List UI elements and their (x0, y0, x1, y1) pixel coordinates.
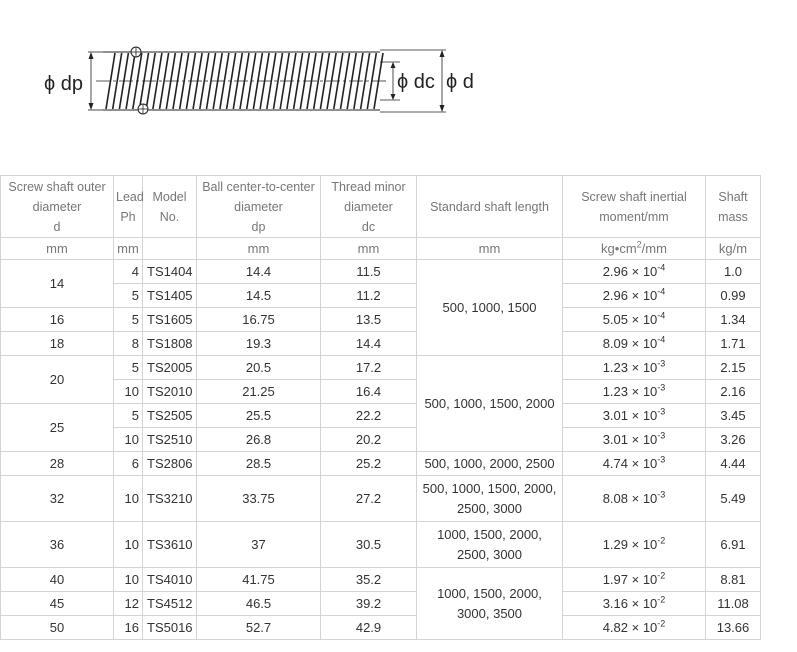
dc-arrow-top (391, 62, 396, 68)
cell-thread-minor-diameter: 25.2 (321, 452, 417, 476)
inertia-times-ten: × 10 (631, 455, 658, 471)
table-row (1, 616, 761, 640)
cell-thread-minor-diameter: 27.2 (321, 476, 417, 522)
shaft-length-line: 500, 1000, 1500, 2000 (424, 395, 555, 411)
unit-inertial-moment: $kg•cm^2/mm$ (563, 238, 706, 260)
inertia-times-ten: × 10 (631, 571, 658, 587)
cell-lead: 10 (114, 522, 143, 568)
inertia-mantissa: 8.09 (602, 335, 632, 351)
inertia-mantissa: 1.23 (602, 383, 632, 399)
table-row (1, 356, 761, 380)
cell-thread-minor-diameter: 16.4 (321, 380, 417, 404)
inertia-times-ten: × 10 (631, 311, 658, 327)
cell-ball-center-diameter: 26.8 (197, 428, 321, 452)
cell-thread-minor-diameter: 13.5 (321, 308, 417, 332)
cell-shaft-length (417, 522, 563, 568)
cell-lead: 8 (114, 332, 143, 356)
ball-marker-bottom (138, 104, 148, 114)
cell-ball-center-diameter: 19.3 (197, 332, 321, 356)
cell-ball-center-diameter: 37 (197, 522, 321, 568)
ball-screw-spec-table (0, 175, 761, 640)
cell-lead: 10 (114, 380, 143, 404)
inertia-mantissa: 2.96 (602, 263, 632, 279)
cell-outer-diameter: 20 (1, 356, 114, 404)
cell-inertial-moment (563, 308, 706, 332)
header-inertial-moment: Screw shaft inertial moment/mm (563, 176, 706, 238)
header-shaft-length: Standard shaft length (417, 176, 563, 238)
cell-thread-minor-diameter: 39.2 (321, 592, 417, 616)
inertia-mantissa: 1.23 (602, 359, 632, 375)
cell-lead: 5 (114, 356, 143, 380)
cell-ball-center-diameter: 46.5 (197, 592, 321, 616)
cell-inertial-moment (563, 356, 706, 380)
table-row (1, 476, 761, 522)
cell-shaft-mass: 11.08 (706, 592, 761, 616)
cell-inertial-moment (563, 332, 706, 356)
cell-model-no: TS2005 (143, 356, 197, 380)
cell-inertial-moment (563, 568, 706, 592)
header-outer-diameter: Screw shaft outer diameter d (1, 176, 114, 238)
cell-model-no: TS2510 (143, 428, 197, 452)
table-data-body (1, 260, 761, 640)
inertia-exponent: -2 (657, 594, 666, 605)
inertia-exponent: -2 (657, 618, 666, 629)
cell-inertial-moment (563, 522, 706, 568)
cell-shaft-mass: 3.45 (706, 404, 761, 428)
cell-shaft-length (417, 452, 563, 476)
shaft-length-line: 2500, 3000 (456, 500, 523, 516)
cell-model-no: TS1405 (143, 284, 197, 308)
table-row (1, 404, 761, 428)
inertia-times-ten: × 10 (631, 359, 658, 375)
shaft-length-line: 3000, 3500 (456, 605, 523, 621)
cell-shaft-mass: 3.26 (706, 428, 761, 452)
cell-shaft-mass: 2.15 (706, 356, 761, 380)
cell-inertial-moment (563, 260, 706, 284)
table-row (1, 592, 761, 616)
cell-ball-center-diameter: 25.5 (197, 404, 321, 428)
header-lead: Lead Ph (114, 176, 143, 238)
cell-inertial-moment (563, 592, 706, 616)
inertia-times-ten: × 10 (631, 263, 658, 279)
inertia-times-ten: × 10 (631, 335, 658, 351)
inertia-times-ten: × 10 (631, 619, 658, 635)
cell-thread-minor-diameter: 14.4 (321, 332, 417, 356)
inertia-exponent: -2 (657, 535, 666, 546)
header-shaft-mass: Shaft mass (706, 176, 761, 238)
inertia-exponent: -4 (657, 286, 666, 297)
cell-shaft-mass: 0.99 (706, 284, 761, 308)
dp-arrow-bottom (89, 103, 94, 110)
inertia-exponent: -4 (657, 334, 666, 345)
cell-lead: 10 (114, 476, 143, 522)
cell-lead: 5 (114, 284, 143, 308)
header-row (1, 176, 761, 238)
inertia-times-ten: × 10 (631, 287, 658, 303)
inertia-exponent: -3 (657, 430, 666, 441)
unit-thread-minor: mm (321, 238, 417, 260)
cell-lead: 5 (114, 308, 143, 332)
inertia-exponent: -3 (657, 358, 666, 369)
cell-outer-diameter: 40 (1, 568, 114, 592)
inertia-times-ten: × 10 (631, 431, 658, 447)
d-arrow-top (440, 50, 445, 57)
cell-shaft-mass: 1.34 (706, 308, 761, 332)
cell-shaft-mass: 1.71 (706, 332, 761, 356)
cell-ball-center-diameter: 14.5 (197, 284, 321, 308)
inertia-mantissa: 3.01 (602, 431, 632, 447)
d-label: ϕ d (446, 71, 474, 93)
cell-inertial-moment (563, 452, 706, 476)
cell-inertial-moment (563, 616, 706, 640)
cell-ball-center-diameter: 41.75 (197, 568, 321, 592)
inertia-exponent: -3 (657, 382, 666, 393)
cell-thread-minor-diameter: 42.9 (321, 616, 417, 640)
cell-model-no: TS3210 (143, 476, 197, 522)
cell-shaft-mass: 5.49 (706, 476, 761, 522)
cell-outer-diameter: 25 (1, 404, 114, 452)
table-row (1, 284, 761, 308)
inertia-mantissa: 3.01 (602, 407, 632, 423)
table-row (1, 332, 761, 356)
cell-lead: 5 (114, 404, 143, 428)
cell-shaft-mass: 1.0 (706, 260, 761, 284)
cell-inertial-moment (563, 284, 706, 308)
inertia-exponent: -2 (657, 570, 666, 581)
dp-arrow-top (89, 52, 94, 59)
cell-model-no: TS1404 (143, 260, 197, 284)
cell-inertial-moment (563, 380, 706, 404)
screw-shaft-diagram (0, 0, 797, 125)
cell-ball-center-diameter: 33.75 (197, 476, 321, 522)
inertia-times-ten: × 10 (631, 407, 658, 423)
unit-outer-diameter: mm (1, 238, 114, 260)
cell-model-no: TS3610 (143, 522, 197, 568)
cell-model-no: TS4512 (143, 592, 197, 616)
cell-shaft-mass: 6.91 (706, 522, 761, 568)
cell-shaft-length (417, 476, 563, 522)
inertia-exponent: -4 (657, 262, 666, 273)
cell-model-no: TS1808 (143, 332, 197, 356)
cell-inertial-moment (563, 476, 706, 522)
units-row (1, 238, 761, 260)
shaft-length-line: 1000, 1500, 2000, (437, 526, 542, 542)
inertia-mantissa: 2.96 (602, 287, 632, 303)
cell-model-no: TS4010 (143, 568, 197, 592)
cell-model-no: TS5016 (143, 616, 197, 640)
cell-ball-center-diameter: 52.7 (197, 616, 321, 640)
cell-outer-diameter: 18 (1, 332, 114, 356)
table-row (1, 380, 761, 404)
screw-shaft-drawing (88, 47, 446, 114)
table-row (1, 568, 761, 592)
inertia-times-ten: × 10 (631, 490, 658, 506)
cell-outer-diameter: 14 (1, 260, 114, 308)
cell-ball-center-diameter: 14.4 (197, 260, 321, 284)
inertia-mantissa: 8.08 (602, 490, 632, 506)
inertia-mantissa: 1.29 (602, 536, 632, 552)
table-row (1, 522, 761, 568)
cell-outer-diameter: 50 (1, 616, 114, 640)
cell-outer-diameter: 28 (1, 452, 114, 476)
header-model: Model No. (143, 176, 197, 238)
cell-thread-minor-diameter: 20.2 (321, 428, 417, 452)
cell-model-no: TS2505 (143, 404, 197, 428)
cell-ball-center-diameter: 28.5 (197, 452, 321, 476)
header-thread-minor-diameter: Thread minor diameter dc (321, 176, 417, 238)
cell-outer-diameter: 36 (1, 522, 114, 568)
dp-label: ϕ dp (44, 73, 84, 95)
inertia-times-ten: × 10 (631, 595, 658, 611)
cell-thread-minor-diameter: 11.5 (321, 260, 417, 284)
inertia-exponent: -3 (657, 489, 666, 500)
inertia-exponent: -3 (657, 454, 666, 465)
cell-shaft-mass: 13.66 (706, 616, 761, 640)
dc-label: ϕ dc (397, 71, 435, 93)
inertia-mantissa: 4.74 (602, 455, 632, 471)
cell-inertial-moment (563, 428, 706, 452)
cell-thread-minor-diameter: 22.2 (321, 404, 417, 428)
unit-model (143, 238, 197, 260)
unit-lead: mm (114, 238, 143, 260)
table-row (1, 260, 761, 284)
cell-shaft-length (417, 568, 563, 640)
cell-model-no: TS2806 (143, 452, 197, 476)
cell-ball-center-diameter: 21.25 (197, 380, 321, 404)
cell-lead: 10 (114, 568, 143, 592)
cell-shaft-mass: 2.16 (706, 380, 761, 404)
shaft-length-line: 1000, 1500, 2000, (437, 585, 542, 601)
cell-thread-minor-diameter: 30.5 (321, 522, 417, 568)
inertia-mantissa: 4.82 (602, 619, 632, 635)
cell-lead: 4 (114, 260, 143, 284)
cell-shaft-length (417, 356, 563, 452)
cell-outer-diameter: 16 (1, 308, 114, 332)
cell-lead: 16 (114, 616, 143, 640)
cell-ball-center-diameter: 20.5 (197, 356, 321, 380)
shaft-length-line: 2500, 3000 (456, 546, 523, 562)
cell-ball-center-diameter: 16.75 (197, 308, 321, 332)
dc-arrow-bottom (391, 94, 396, 100)
cell-model-no: TS2010 (143, 380, 197, 404)
cell-thread-minor-diameter: 35.2 (321, 568, 417, 592)
unit-shaft-mass: kg/m (706, 238, 761, 260)
table-row (1, 452, 761, 476)
inertia-exponent: -4 (657, 310, 666, 321)
ball-marker-top (131, 47, 141, 57)
cell-thread-minor-diameter: 17.2 (321, 356, 417, 380)
inertia-mantissa: 3.16 (602, 595, 632, 611)
cell-outer-diameter: 45 (1, 592, 114, 616)
inertia-times-ten: × 10 (631, 383, 658, 399)
inertia-mantissa: 5.05 (602, 311, 632, 327)
table-row (1, 308, 761, 332)
shaft-length-line: 500, 1000, 1500 (442, 299, 537, 315)
cell-shaft-mass: 8.81 (706, 568, 761, 592)
cell-outer-diameter: 32 (1, 476, 114, 522)
cell-model-no: TS1605 (143, 308, 197, 332)
cell-shaft-length (417, 260, 563, 356)
cell-inertial-moment (563, 404, 706, 428)
d-arrow-bottom (440, 105, 445, 112)
shaft-length-line: 500, 1000, 1500, 2000, (422, 480, 557, 496)
unit-shaft-length: mm (417, 238, 563, 260)
cell-thread-minor-diameter: 11.2 (321, 284, 417, 308)
shaft-length-line: 500, 1000, 2000, 2500 (424, 455, 555, 471)
cell-lead: 6 (114, 452, 143, 476)
unit-ball-center: mm (197, 238, 321, 260)
header-ball-center-diameter: Ball center-to-center diameter dp (197, 176, 321, 238)
cell-lead: 12 (114, 592, 143, 616)
table-row (1, 428, 761, 452)
inertia-exponent: -3 (657, 406, 666, 417)
inertia-times-ten: × 10 (631, 536, 658, 552)
inertia-mantissa: 1.97 (602, 571, 632, 587)
cell-shaft-mass: 4.44 (706, 452, 761, 476)
cell-lead: 10 (114, 428, 143, 452)
